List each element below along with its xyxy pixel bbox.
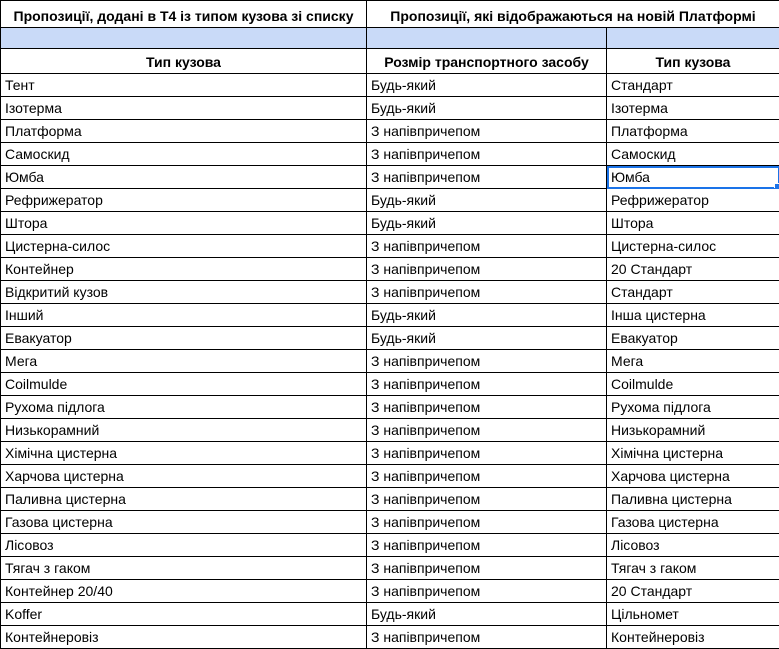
cell-vehicle-size[interactable]: З напівпричепом — [367, 143, 607, 166]
table-row — [1, 442, 779, 465]
cell-vehicle-size[interactable]: З напівпричепом — [367, 442, 607, 465]
table-row — [1, 396, 779, 419]
table-row — [1, 97, 779, 120]
cell-body-type-t4[interactable]: Мега — [1, 350, 367, 373]
cell-body-type-platform[interactable]: Хімічна цистерна — [607, 442, 779, 465]
cell-vehicle-size[interactable]: З напівпричепом — [367, 396, 607, 419]
table-row — [1, 120, 779, 143]
cell-vehicle-size[interactable]: Будь-який — [367, 74, 607, 97]
cell-vehicle-size[interactable]: Будь-який — [367, 327, 607, 350]
cell-body-type-t4[interactable]: Хімічна цистерна — [1, 442, 367, 465]
cell-body-type-platform[interactable]: Рухома підлога — [607, 396, 779, 419]
cell-vehicle-size[interactable]: З напівпричепом — [367, 281, 607, 304]
cell-body-type-t4[interactable]: Лісовоз — [1, 534, 367, 557]
cell-body-type-platform[interactable]: Харчова цистерна — [607, 465, 779, 488]
table-row — [1, 603, 779, 626]
cell-body-type-platform[interactable]: Цільномет — [607, 603, 779, 626]
cell-body-type-platform[interactable]: 20 Стандарт — [607, 580, 779, 603]
group-header-t4[interactable]: Пропозиції, додані в Т4 із типом кузова зі списку — [1, 1, 367, 28]
cell-body-type-platform[interactable]: Штора — [607, 212, 779, 235]
cell-body-type-platform[interactable]: Ізотерма — [607, 97, 779, 120]
cell-body-type-platform[interactable]: Інша цистерна — [607, 304, 779, 327]
cell-body-type-platform[interactable]: Платформа — [607, 120, 779, 143]
cell-body-type-t4[interactable]: Платформа — [1, 120, 367, 143]
cell-vehicle-size[interactable]: З напівпричепом — [367, 534, 607, 557]
cell-vehicle-size[interactable]: Будь-який — [367, 97, 607, 120]
cell-vehicle-size[interactable]: З напівпричепом — [367, 465, 607, 488]
table-row — [1, 350, 779, 373]
cell-body-type-platform[interactable]: 20 Стандарт — [607, 258, 779, 281]
cell-vehicle-size[interactable]: З напівпричепом — [367, 580, 607, 603]
cell-body-type-platform[interactable]: Контейнеровіз — [607, 626, 779, 649]
selected-cell-text: Юмба — [611, 169, 650, 185]
cell-vehicle-size[interactable]: З напівпричепом — [367, 166, 607, 189]
table-row — [1, 258, 779, 281]
table-row — [1, 235, 779, 258]
cell-body-type-platform[interactable]: Тягач з гаком — [607, 557, 779, 580]
cell-vehicle-size[interactable]: З напівпричепом — [367, 511, 607, 534]
cell-body-type-platform[interactable]: Рефрижератор — [607, 189, 779, 212]
table-row — [1, 212, 779, 235]
table-row — [1, 189, 779, 212]
column-header-row — [1, 49, 779, 74]
cell-vehicle-size[interactable]: З напівпричепом — [367, 488, 607, 511]
cell-body-type-platform[interactable]: Coilmulde — [607, 373, 779, 396]
table-row — [1, 488, 779, 511]
cell-vehicle-size[interactable]: Будь-який — [367, 603, 607, 626]
table-row — [1, 626, 779, 649]
cell-body-type-platform[interactable]: Паливна цистерна — [607, 488, 779, 511]
table-row — [1, 557, 779, 580]
cell-body-type-t4[interactable]: Інший — [1, 304, 367, 327]
cell-vehicle-size[interactable]: З напівпричепом — [367, 350, 607, 373]
column-header-vehicle-size[interactable]: Розмір транспортного засобу — [367, 49, 607, 74]
cell-body-type-t4[interactable]: Тент — [1, 74, 367, 97]
header-band-cell[interactable] — [607, 28, 779, 49]
cell-vehicle-size[interactable]: З напівпричепом — [367, 419, 607, 442]
cell-body-type-platform[interactable]: Стандарт — [607, 281, 779, 304]
table-row — [1, 580, 779, 603]
cell-body-type-platform[interactable]: Цистерна-силос — [607, 235, 779, 258]
cell-body-type-platform[interactable]: Газова цистерна — [607, 511, 779, 534]
cell-vehicle-size[interactable]: З напівпричепом — [367, 258, 607, 281]
cell-vehicle-size[interactable]: З напівпричепом — [367, 557, 607, 580]
cell-body-type-platform[interactable]: Евакуатор — [607, 327, 779, 350]
cell-body-type-t4[interactable]: Контейнер — [1, 258, 367, 281]
table-row — [1, 304, 779, 327]
cell-body-type-t4[interactable]: Тягач з гаком — [1, 557, 367, 580]
cell-vehicle-size[interactable]: Будь-який — [367, 304, 607, 327]
cell-body-type-platform[interactable]: Низькорамний — [607, 419, 779, 442]
cell-vehicle-size[interactable]: Будь-який — [367, 189, 607, 212]
header-band-row — [1, 28, 779, 49]
cell-body-type-t4[interactable]: Юмба — [1, 166, 367, 189]
header-band-cell[interactable] — [1, 28, 367, 49]
fill-handle[interactable] — [774, 183, 779, 189]
cell-body-type-t4[interactable]: Штора — [1, 212, 367, 235]
table-row — [1, 373, 779, 396]
cell-body-type-platform[interactable]: Мега — [607, 350, 779, 373]
cell-body-type-t4[interactable]: Цистерна-силос — [1, 235, 367, 258]
cell-body-type-t4[interactable]: Харчова цистерна — [1, 465, 367, 488]
cell-vehicle-size[interactable]: З напівпричепом — [367, 120, 607, 143]
table-row — [1, 74, 779, 97]
column-header-body-type-platform[interactable]: Тип кузова — [607, 49, 779, 74]
cell-body-type-platform[interactable]: Лісовоз — [607, 534, 779, 557]
table-row — [1, 143, 779, 166]
cell-body-type-t4[interactable]: Евакуатор — [1, 327, 367, 350]
table-row — [1, 166, 779, 189]
table-row — [1, 465, 779, 488]
cell-vehicle-size[interactable]: З напівпричепом — [367, 235, 607, 258]
column-header-body-type-t4[interactable]: Тип кузова — [1, 49, 367, 74]
header-band-cell[interactable] — [367, 28, 607, 49]
cell-body-type-t4[interactable]: Coilmulde — [1, 373, 367, 396]
cell-body-type-t4[interactable]: Рефрижератор — [1, 189, 367, 212]
cell-vehicle-size[interactable]: З напівпричепом — [367, 373, 607, 396]
cell-body-type-t4[interactable]: Контейнеровіз — [1, 626, 367, 649]
cell-body-type-platform[interactable]: Самоскид — [607, 143, 779, 166]
cell-body-type-t4[interactable]: Паливна цистерна — [1, 488, 367, 511]
cell-body-type-t4[interactable]: Рухома підлога — [1, 396, 367, 419]
table-row — [1, 281, 779, 304]
cell-body-type-t4[interactable]: Відкритий кузов — [1, 281, 367, 304]
cell-body-type-platform[interactable] — [607, 166, 779, 189]
cell-body-type-t4[interactable]: Контейнер 20/40 — [1, 580, 367, 603]
table-row — [1, 534, 779, 557]
grid-body — [1, 1, 779, 649]
cell-vehicle-size[interactable]: З напівпричепом — [367, 626, 607, 649]
group-header-platform[interactable]: Пропозиції, які відображаються на новій Платформі — [367, 1, 779, 28]
table-row — [1, 419, 779, 442]
cell-body-type-platform[interactable]: Стандарт — [607, 74, 779, 97]
cell-body-type-t4[interactable]: Ізотерма — [1, 97, 367, 120]
cell-body-type-t4[interactable]: Koffer — [1, 603, 367, 626]
table-row — [1, 511, 779, 534]
group-header-row — [1, 1, 779, 28]
cell-vehicle-size[interactable]: Будь-який — [367, 212, 607, 235]
table-row — [1, 327, 779, 350]
cell-body-type-t4[interactable]: Самоскид — [1, 143, 367, 166]
cell-body-type-t4[interactable]: Низькорамний — [1, 419, 367, 442]
cell-body-type-t4[interactable]: Газова цистерна — [1, 511, 367, 534]
